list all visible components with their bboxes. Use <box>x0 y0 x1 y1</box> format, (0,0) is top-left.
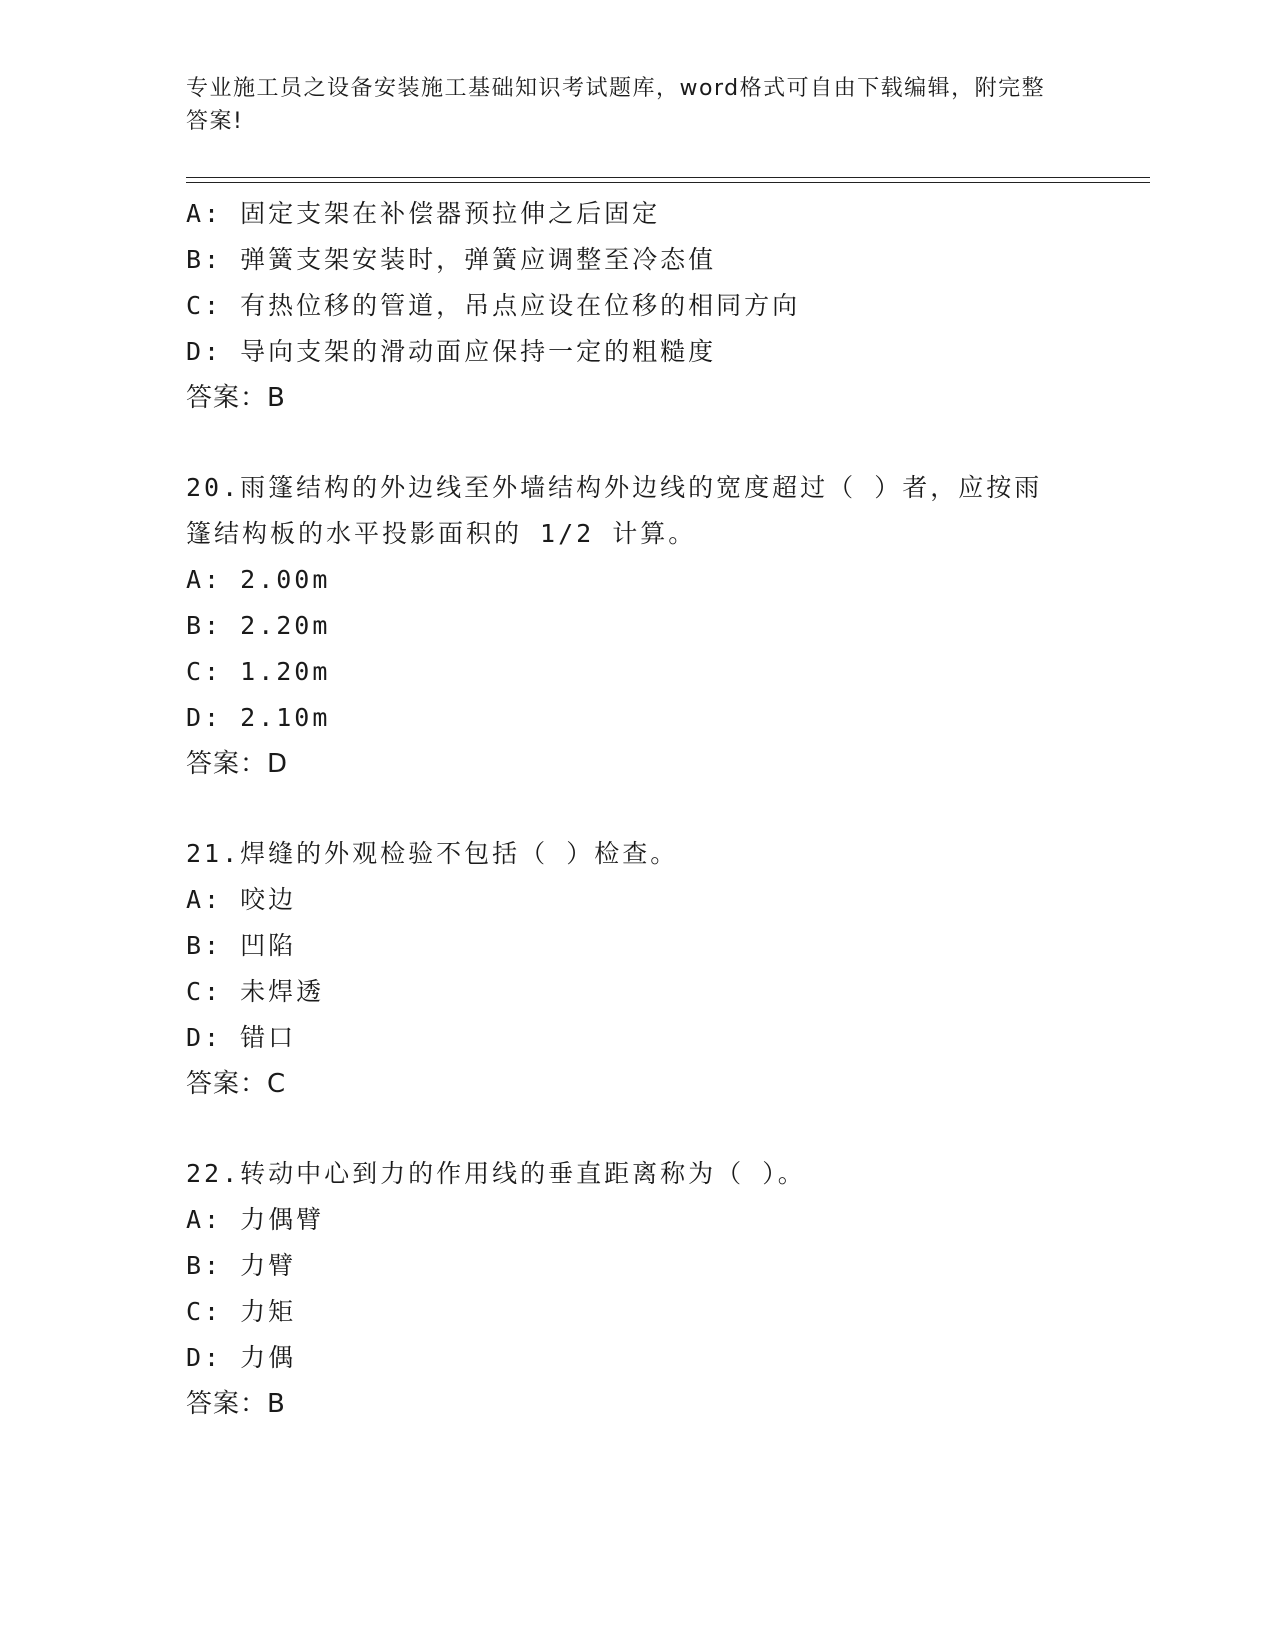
option-c: C: 力矩 <box>186 1297 297 1326</box>
option-b: B: 弹簧支架安装时，弹簧应调整至冷态值 <box>186 245 717 274</box>
document-header: 专业施工员之设备安装施工基础知识考试题库，word格式可自由下载编辑，附完整答案! <box>186 76 1046 134</box>
option-b: B: 凹陷 <box>186 931 297 960</box>
question-text: 22.转动中心到力的作用线的垂直距离称为（ ）。 <box>186 1159 806 1188</box>
question-22 <box>186 1151 1086 1427</box>
option-b: B: 力臂 <box>186 1251 297 1280</box>
option-c: C: 有热位移的管道，吊点应设在位移的相同方向 <box>186 291 801 320</box>
option-d: D: 力偶 <box>186 1343 297 1372</box>
spacer <box>186 421 1086 465</box>
question-text: 21.焊缝的外观检验不包括（ ）检查。 <box>186 839 679 868</box>
answer-line: 答案：D <box>186 749 289 779</box>
option-a: A: 咬边 <box>186 885 297 914</box>
header-divider-top <box>186 177 1150 178</box>
option-c: C: 未焊透 <box>186 977 325 1006</box>
option-d: D: 导向支架的滑动面应保持一定的粗糙度 <box>186 337 717 366</box>
option-d: D: 错口 <box>186 1023 297 1052</box>
option-a: A: 2.00m <box>186 565 331 594</box>
answer-line: 答案：C <box>186 1069 287 1099</box>
option-d: D: 2.10m <box>186 703 331 732</box>
option-a: A: 固定支架在补偿器预拉伸之后固定 <box>186 199 661 228</box>
spacer <box>186 1107 1086 1151</box>
answer-line: 答案：B <box>186 1389 286 1419</box>
question-20 <box>186 465 1086 787</box>
question-19-partial <box>186 191 1086 421</box>
header-divider-bottom <box>186 182 1150 183</box>
question-21 <box>186 831 1086 1107</box>
option-c: C: 1.20m <box>186 657 331 686</box>
spacer <box>186 787 1086 831</box>
option-a: A: 力偶臂 <box>186 1205 325 1234</box>
option-b: B: 2.20m <box>186 611 331 640</box>
answer-line: 答案：B <box>186 383 286 413</box>
question-list <box>186 191 1086 1427</box>
question-text: 20.雨篷结构的外边线至外墙结构外边线的宽度超过（ ）者，应按雨篷结构板的水平投影面积的 1/2 计算。 <box>186 473 1043 548</box>
